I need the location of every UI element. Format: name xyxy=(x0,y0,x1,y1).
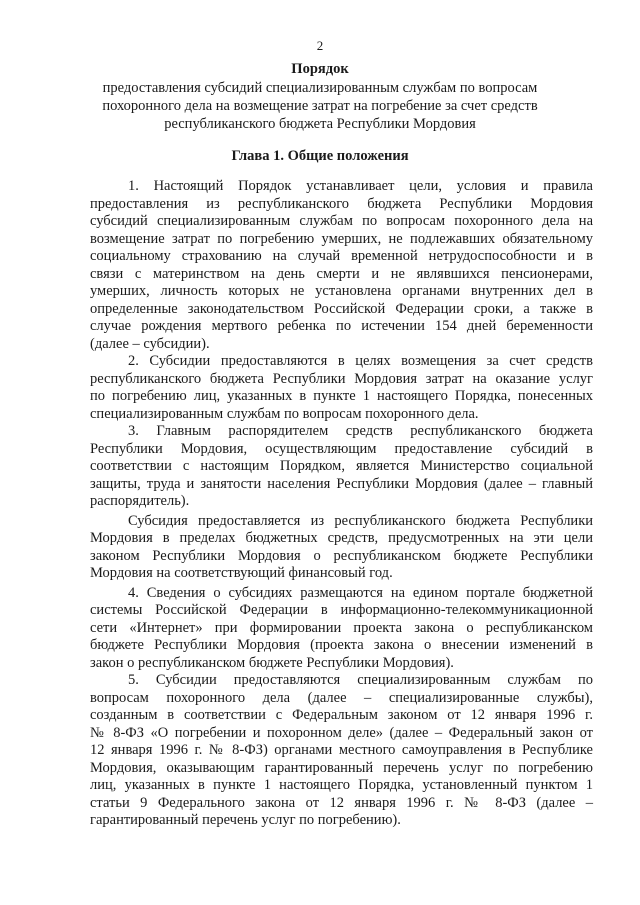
document-title: Порядок xyxy=(291,61,349,77)
subtitle-line: республиканского бюджета Республики Мордовия xyxy=(164,116,476,132)
paragraph-line: Субсидия предоставляется из республиканского бюджета Республики xyxy=(128,512,593,529)
paragraph-line: Мордовия в пределах бюджетных средств, предусмотренных на эти цели xyxy=(90,530,593,546)
paragraph-5 xyxy=(90,672,593,830)
paragraph-1 xyxy=(90,178,593,353)
paragraph-3 xyxy=(90,423,593,511)
paragraph-line: 1. Настоящий Порядок устанавливает цели, условия и правила xyxy=(128,178,593,194)
paragraph-line: созданным в соответствии с Федеральным законом от 12 января 1996 г. xyxy=(90,707,593,723)
paragraph-line: системы Российской Федерации в информационно-телекоммуникационной xyxy=(90,602,593,618)
paragraph-line: 4. Сведения о субсидиях размещаются на едином портале бюджетной xyxy=(128,584,593,601)
paragraph-line: специализированным службам по вопросам похоронного дела. xyxy=(90,405,479,422)
paragraph-line: защиты, труда и занятости населения Республики Мордовия (далее – главный xyxy=(90,475,593,492)
chapter-heading: Глава 1. Общие положения xyxy=(231,148,409,164)
paragraph-line: гарантированный перечень услуг по погребению). xyxy=(90,812,401,828)
paragraph-line: соответствии с настоящим Порядком, является Министерство социальной xyxy=(90,458,593,474)
paragraph-line: № 8-ФЗ «О погребении и похоронном деле» (далее – Федеральный закон от xyxy=(90,724,593,741)
paragraph-line: Мордовия на соответствующий финансовый год. xyxy=(90,565,393,581)
paragraph-line: 12 января 1996 г. № 8-ФЗ) органами местного самоуправления в Республике xyxy=(90,742,593,758)
document-body xyxy=(90,178,593,830)
paragraph-line: связи с материнством на день смерти и не являвшихся пенсионерами, xyxy=(90,265,593,282)
page-number: 2 xyxy=(316,38,324,53)
paragraph-line: распорядитель). xyxy=(90,493,190,509)
paragraph-line: Республики Мордовия, осуществляющим предоставление субсидий в xyxy=(90,440,593,457)
paragraph-line: 3. Главным распорядителем средств республиканского бюджета xyxy=(128,423,593,439)
paragraph-line: статьи 9 Федерального закона от 12 января 1996 г. № 8-ФЗ (далее – xyxy=(90,794,593,811)
paragraph-line: возмещение затрат по погребению умерших, не подлежавших обязательному xyxy=(90,230,593,247)
paragraph-line: определенные законодательством Российской Федерации сроки, а также в xyxy=(90,300,593,317)
paragraph-line: бюджете Республики Мордовия (проекта закона о внесении изменений в xyxy=(90,637,593,653)
paragraph-line: законом Республики Мордовия о республиканском бюджете Республики xyxy=(90,547,593,564)
paragraph-line: лиц, указанных в пункте 1 настоящего Порядка, установленный пунктом 1 xyxy=(90,777,593,793)
paragraph-line: социальному страхованию на случай временной нетрудоспособности и в xyxy=(90,248,593,264)
paragraph-line: умерших, личность которых не установлена органами внутренних дел в xyxy=(90,283,593,299)
paragraph-line: случае рождения мертвого ребенка по истечении 154 дней беременности xyxy=(90,318,593,334)
paragraph-line: республиканского бюджета Республики Мордовия затрат на оказание услуг xyxy=(90,370,593,387)
paragraph-line: вопросам похоронного дела (далее – специализированные службы), xyxy=(90,689,593,706)
paragraph-line: сети «Интернет» при формировании проекта закона о республиканском xyxy=(90,619,593,636)
paragraph-2 xyxy=(90,353,593,423)
paragraph-3-continuation xyxy=(90,513,593,583)
paragraph-line: предоставления из республиканского бюджета Республики Мордовия xyxy=(90,195,593,212)
paragraph-line: закон о республиканском бюджете Республики Мордовия). xyxy=(90,654,454,671)
paragraph-line: Мордовия, оказывающим гарантированный перечень услуг по погребению xyxy=(90,759,593,776)
paragraph-line: по погребению лиц, указанных в пункте 1 настоящего Порядка, понесенных xyxy=(90,388,593,404)
document-subtitle xyxy=(60,79,580,133)
subtitle-line: похоронного дела на возмещение затрат на погребение за счет средств xyxy=(102,98,538,114)
subtitle-line: предоставления субсидий специализированным службам по вопросам xyxy=(102,80,538,96)
paragraph-line: субсидий специализированным службам по вопросам похоронного дела на xyxy=(90,213,593,229)
paragraph-line: 2. Субсидии предоставляются в целях возмещения за счет средств xyxy=(128,353,593,369)
paragraph-line: 5. Субсидии предоставляются специализированным службам по xyxy=(128,672,593,688)
paragraph-4 xyxy=(90,585,593,673)
paragraph-line: (далее – субсидии). xyxy=(90,335,210,352)
